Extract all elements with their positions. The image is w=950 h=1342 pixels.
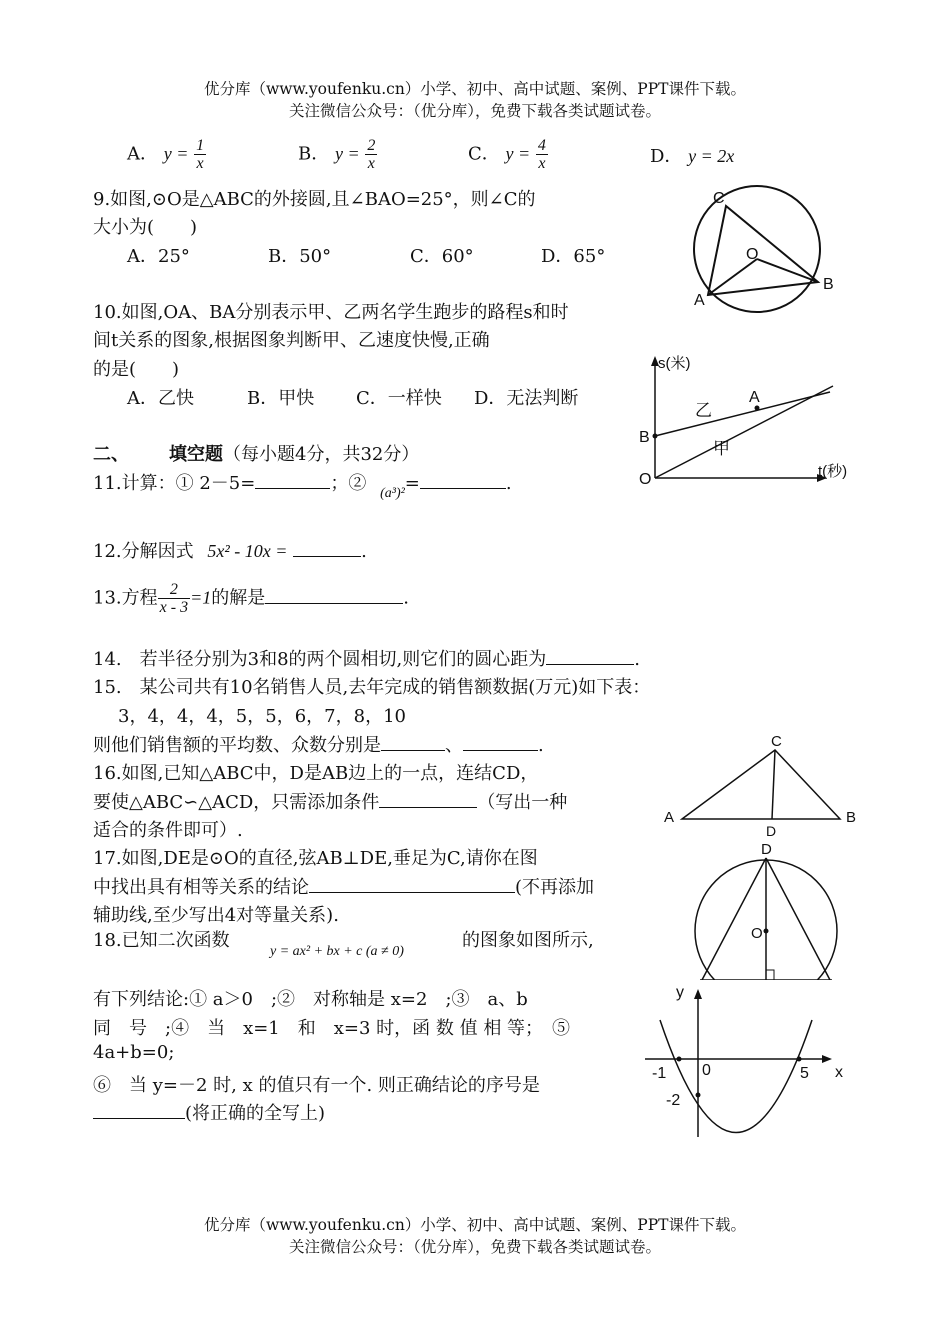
q8-option-d: D． y = 2x (650, 146, 735, 167)
section-2-heading: 二、 填空题（每小题4分，共32分） (93, 444, 420, 465)
q8-option-b: B． y = $\frac{2}{x}$ (298, 137, 376, 172)
q10-label-b: B (639, 429, 650, 446)
q18-label-minus-2: -2 (666, 1092, 681, 1109)
q18-line-6: (将正确的全写上) (93, 1099, 325, 1125)
q10-option-a: A．乙快 (127, 388, 194, 409)
q18-function: y = ax² + bx + c (a ≠ 0) (270, 944, 404, 959)
q10-line-1: 10.如图,OA、BA分别表示甲、乙两名学生跑步的路程s和时 (93, 302, 569, 323)
q10-graph-figure (635, 350, 865, 490)
q15-line-1: 15. 某公司共有10名销售人员,去年完成的销售额数据(万元)如下表： (93, 677, 651, 698)
q8-option-c: C． y = $\frac{4}{x}$ (468, 137, 546, 172)
q9-line-1: 9.如图,⊙O是△ABC的外接圆,且∠BAO=25°，则∠C的 (93, 189, 536, 210)
q18-line-5: ⑥ 当 y=－2 时, x 的值只有一个. 则正确结论的序号是 (93, 1075, 540, 1096)
q10-label-yi: 乙 (695, 401, 712, 420)
q13: 13.方程 $\frac{2}{x - 3}$ =1的解是 . (93, 581, 409, 616)
q18-label-x: x (835, 1064, 843, 1081)
footer-line-2: 关注微信公众号：（优分库），免费下载各类试题试卷。 (288, 1238, 661, 1256)
q10-x-axis-label: t(秒) (818, 463, 848, 480)
q9-option-d: D．65° (541, 246, 606, 267)
q10-label-o: O (639, 471, 652, 488)
q16-label-d: D (766, 823, 777, 839)
q18-line-4: 4a+b=0; (93, 1042, 175, 1063)
q18-label-five: 5 (800, 1065, 809, 1082)
q18-line-2: 有下列结论:① a＞0 ;② 对称轴是 x=2 ;③ a、b (93, 989, 528, 1010)
q10-option-d: D．无法判断 (474, 388, 579, 409)
header-line-2: 关注微信公众号：（优分库），免费下载各类试题试卷。 (288, 102, 661, 120)
q12: 12.分解因式 5x² - 10x = . (93, 541, 367, 562)
q9-label-c: C (713, 190, 725, 207)
q10-line-jia (655, 386, 833, 478)
q14: 14. 若半径分别为3和8的两个圆相切,则它们的圆心距为 . (93, 649, 640, 670)
footer-line-1: 优分库（www.youfenku.cn）小学、初中、高中试题、案例、PPT课件下载。 (203, 1216, 747, 1234)
q8-option-a: A． y = $\frac{1}{x}$ (127, 137, 205, 172)
q10-option-b: B．甲快 (247, 388, 315, 409)
q18-line-3: 同 号 ;④ 当 x=1 和 x=3 时，函 数 值 相 等； ⑤ (93, 1018, 571, 1039)
q10-label-jia: 甲 (713, 439, 730, 458)
header-line-1: 优分库（www.youfenku.cn）小学、初中、高中试题、案例、PPT课件下载。 (203, 80, 747, 98)
q18-line-1b: 的图象如图所示, (462, 930, 594, 951)
q16-label-b: B (846, 809, 857, 826)
q18-label-minus-1: -1 (652, 1065, 667, 1082)
q9-line-2: 大小为( ) (93, 217, 198, 238)
q16-triangle (682, 750, 840, 819)
q10-option-c: C．一样快 (356, 388, 442, 409)
q16-label-a: A (664, 809, 675, 826)
q17-label-d: D (761, 841, 772, 858)
q9-label-b: B (823, 276, 834, 293)
q17-line-1: 17.如图,DE是⊙O的直径,弦AB⊥DE,垂足为C,请你在图 (93, 848, 538, 869)
q16-label-c: C (771, 733, 782, 750)
q10-line-2: 间t关系的图象,根据图象判断甲、乙速度快慢,正确 (93, 330, 490, 351)
q15-data: 3，4，4，4，5，5，6，7，8，10 (118, 706, 406, 727)
q16-line-1: 16.如图,已知△ABC中，D是AB边上的一点，连结CD， (93, 763, 539, 784)
q9-circle-figure (690, 185, 850, 315)
q10-y-axis-label: s(米) (658, 355, 691, 372)
q10-line-3: 的是( ) (93, 359, 180, 380)
q17-line-3: 辅助线,至少写出4对等量关系). (93, 905, 339, 926)
q10-line-yi (655, 392, 830, 436)
q16-line-3: 适合的条件即可）. (93, 820, 243, 841)
q17-circle-figure (690, 838, 850, 984)
q16-line-2: 要使△ABC∽△ACD，只需添加条件 （写出一种 (93, 792, 568, 813)
q17-line-2: 中找出具有相等关系的结论 (不再添加 (93, 877, 595, 898)
q9-option-a: A．25° (127, 246, 190, 267)
q9-option-c: C．60° (410, 246, 474, 267)
q18-parabola (660, 1020, 812, 1133)
q10-label-a: A (749, 389, 760, 406)
q9-label-o: O (746, 246, 759, 263)
q11: 11.计算：① 2－5= ；② $_{(a^3)^2}$= . (93, 473, 512, 501)
q18-line-1a: 18.已知二次函数 (93, 930, 230, 951)
q17-label-o: O (751, 925, 763, 942)
q9-label-a: A (694, 292, 705, 309)
q18-parabola-figure (640, 985, 855, 1145)
q18-label-y: y (676, 984, 684, 1001)
q18-label-zero: 0 (702, 1062, 711, 1079)
q16-triangle-figure (660, 732, 860, 842)
q15-line-3: 则他们销售额的平均数、众数分别是 、 . (93, 735, 544, 756)
q9-option-b: B．50° (268, 246, 332, 267)
